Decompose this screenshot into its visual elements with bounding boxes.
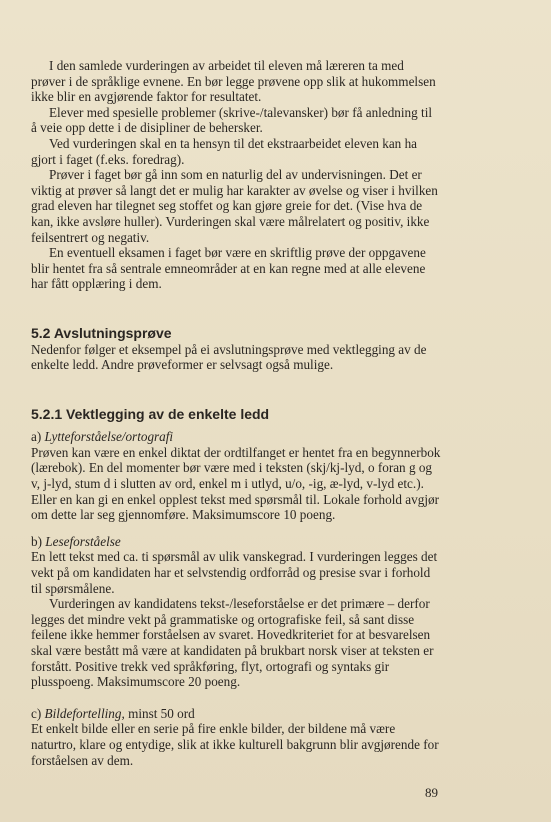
intro-paragraph-1: I den samlede vurderingen av arbeidet til eleven må læreren ta med prøver i de språklige evnene. En bør legge prøvene opp slik at hukommelsen ikke blir en avgjørende faktor for resultatet. bbox=[31, 58, 436, 105]
subsection-a-marker: a) bbox=[31, 429, 42, 445]
section-heading-5-2-1: 5.2.1 Vektlegging av de enkelte ledd bbox=[31, 405, 270, 422]
section-heading-5-2: 5.2 Avslutningsprøve bbox=[31, 324, 172, 341]
section-5-2-paragraph: Nedenfor følger et eksempel på ei avslutningsprøve med vektlegging av de enkelte ledd. Andre prøveformer er selvsagt også mulige. bbox=[31, 341, 427, 373]
page-content bbox=[31, 58, 441, 768]
subsection-b-title bbox=[31, 534, 441, 550]
subsection-b-marker: b) bbox=[31, 533, 42, 549]
intro-paragraph-4: Prøver i faget bør gå inn som en naturlig del av undervisningen. Det er viktig at prøver så langt det er mulig har karakter av øvelse og viser i hvilken grad eleven har tilegnet seg stoffet og kan gjøre greie for det. (Vise hva de kan, ikke avsløre huller). Vurderingen skal være målrelatert og positiv, ikke feilsentrert og negativ. bbox=[31, 167, 438, 245]
subsection-c-paragraph: Et enkelt bilde eller en serie på fire enkle bilder, der bildene må være naturtro, klare og entydige, slik at ikke kulturell bakgrunn blir avgjørende for forståelsen av dem. bbox=[31, 721, 439, 768]
intro-paragraph-3: Ved vurderingen skal en ta hensyn til det ekstraarbeidet eleven kan ha gjort i faget (f.eks. foredrag). bbox=[31, 135, 418, 167]
intro-paragraph-2: Elever med spesielle problemer (skrive-/talevansker) bør få anledning til å veie opp dette i de disipliner de behersker. bbox=[31, 104, 433, 136]
subsection-b-paragraph-2: Vurderingen av kandidatens tekst-/leseforståelse er det primære – derfor legges det mindre vekt på grammatiske og ortografiske feil, så sant disse feilene ikke hemmer forståelsen av svaret. Hovedkriteriet for at besvarelsen skal være bestått må være at kandidaten på brukbart norsk viser at teksten er forstått. Positive trekk ved språkføring, flyt, ortografi og syntaks gir plusspoeng. Maksimumscore 20 poeng. bbox=[31, 596, 434, 690]
subsection-c-title-rest: minst 50 ord bbox=[124, 705, 195, 721]
subsection-b-paragraph-1: En lett tekst med ca. ti spørsmål av ulik vanskegrad. I vurderingen legges det vekt på om kandidaten har et selvstendig ordforråd og presise svar i forhold til spørsmålene. bbox=[31, 549, 438, 596]
subsection-a-paragraph: Prøven kan være en enkel diktat der ordtilfanget er hentet fra en begynnerbok (lærebok). En del momenter bør være med i teksten (skj/kj-lyd, o foran g og v, j-lyd, stum d i slutten av ord, enkel m i utlyd, u/o, -ig, æ-lyd, v-lyd etc.). Eller en kan gi en enkel opplest tekst med spørsmål til. Lokale forhold avgjør om dette lar seg gjennomføre. Maksimumscore 10 poeng. bbox=[31, 444, 441, 523]
subsection-b-title-text: Leseforståelse bbox=[45, 533, 121, 549]
subsection-a-title-text: Lytteforståelse/ortografi bbox=[44, 429, 174, 445]
subsection-a-title bbox=[31, 429, 441, 445]
subsection-c-marker: c) bbox=[31, 705, 42, 721]
subsection-c-title bbox=[31, 706, 441, 722]
page-number: 89 bbox=[425, 785, 438, 800]
subsection-c-title-text: Bildefortelling, bbox=[44, 705, 125, 721]
intro-paragraph-5: En eventuell eksamen i faget bør være en skriftlig prøve der oppgavene blir hentet fra så sentrale emneområder at en kan regne med at alle elevene har fått opplæring i dem. bbox=[31, 245, 426, 292]
